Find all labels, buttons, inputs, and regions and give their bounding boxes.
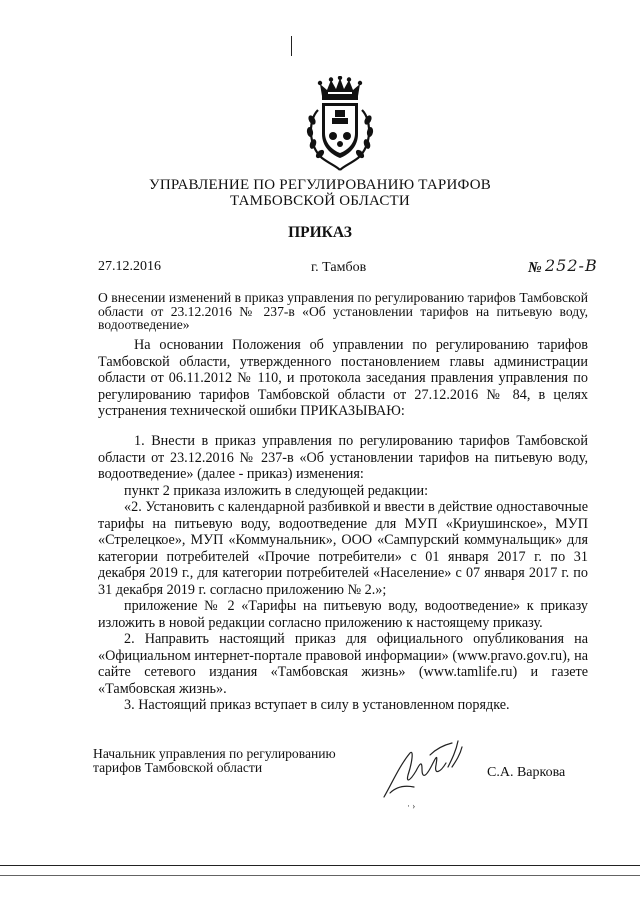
agency-name-line1: УПРАВЛЕНИЕ ПО РЕГУЛИРОВАНИЮ ТАРИФОВ <box>149 177 491 193</box>
scan-edge-line-2 <box>0 875 640 876</box>
basis-text: На основании Положения об управлении по регулированию тарифов Тамбовской области, утвержденного постановлением главы администрации области от 06.11.2012 № 110, и протокола заседания правления управления по регулированию тарифов Тамбовской области от 27.12.2016 № 84, в целях устранения технической ошибки ПРИКАЗЫВАЮ: <box>98 337 588 419</box>
order-subject: О внесении изменений в приказ управления по регулированию тарифов Тамбовской области от 23.12.2016 № 237-в «Об установлении тарифов на питьевую воду, водоотведение» <box>98 290 588 333</box>
agency-name-line2: ТАМБОВСКОЙ ОБЛАСТИ <box>230 193 410 209</box>
handwritten-signature <box>370 735 480 805</box>
signatory-position-line2: тарифов Тамбовской области <box>93 760 263 775</box>
scan-mark <box>291 36 292 56</box>
item-1-quote: «2. Установить с календарной разбивкой и ввести в действие одноставочные тарифы на питьевую воду, водоотведение для МУП «Криушинское», МУП «Стрелецкое», МУП «Коммунальник», ООО «Сампурский коммунальщик» для категории потребителей «Прочие потребители» с 01 января 2017 г. по 31 декабря 2019 г., для категории потребителей «Население» с 07 января 2017 г. по 31 декабря 2019 г. согласно приложению № 2.»; <box>98 499 588 598</box>
order-date: 27.12.2016 <box>98 259 161 274</box>
order-number-handwritten: 252-В <box>545 256 598 275</box>
signatory-name: С.А. Варкова <box>487 765 566 780</box>
order-city: г. Тамбов <box>311 260 367 275</box>
item-1: 1. Внести в приказ управления по регулированию тарифов Тамбовской области от 23.12.2016 № 237-в «Об установлении тарифов на питьевую воду, водоотведение» (далее - приказ) изменения: <box>98 433 588 482</box>
item-1-appendix: приложение № 2 «Тарифы на питьевую воду, водоотведение» к приказу изложить в новой редакции согласно приложению к настоящему приказу. <box>98 598 588 631</box>
basis-paragraph <box>98 337 588 420</box>
item-1-subclause: пункт 2 приказа изложить в следующей редакции: <box>124 482 429 499</box>
item-3: 3. Настоящий приказ вступает в силу в установленном порядке. <box>124 697 510 713</box>
coat-of-arms-emblem <box>300 76 380 172</box>
signatory-position-line1: Начальник управления по регулированию <box>93 746 336 761</box>
document-type-title: ПРИКАЗ <box>288 224 352 241</box>
scan-edge-line <box>0 865 640 866</box>
order-number-prefix: № <box>528 260 542 276</box>
scan-dots: · › <box>407 801 416 811</box>
order-items <box>98 433 588 714</box>
item-2: 2. Направить настоящий приказ для официального опубликования на «Официальном интернет-портале правовой информации» (www.pravo.gov.ru), на сайте сетевого издания «Тамбовская жизнь» (www.tamlife.ru) и газете «Тамбовская жизнь». <box>98 631 588 697</box>
